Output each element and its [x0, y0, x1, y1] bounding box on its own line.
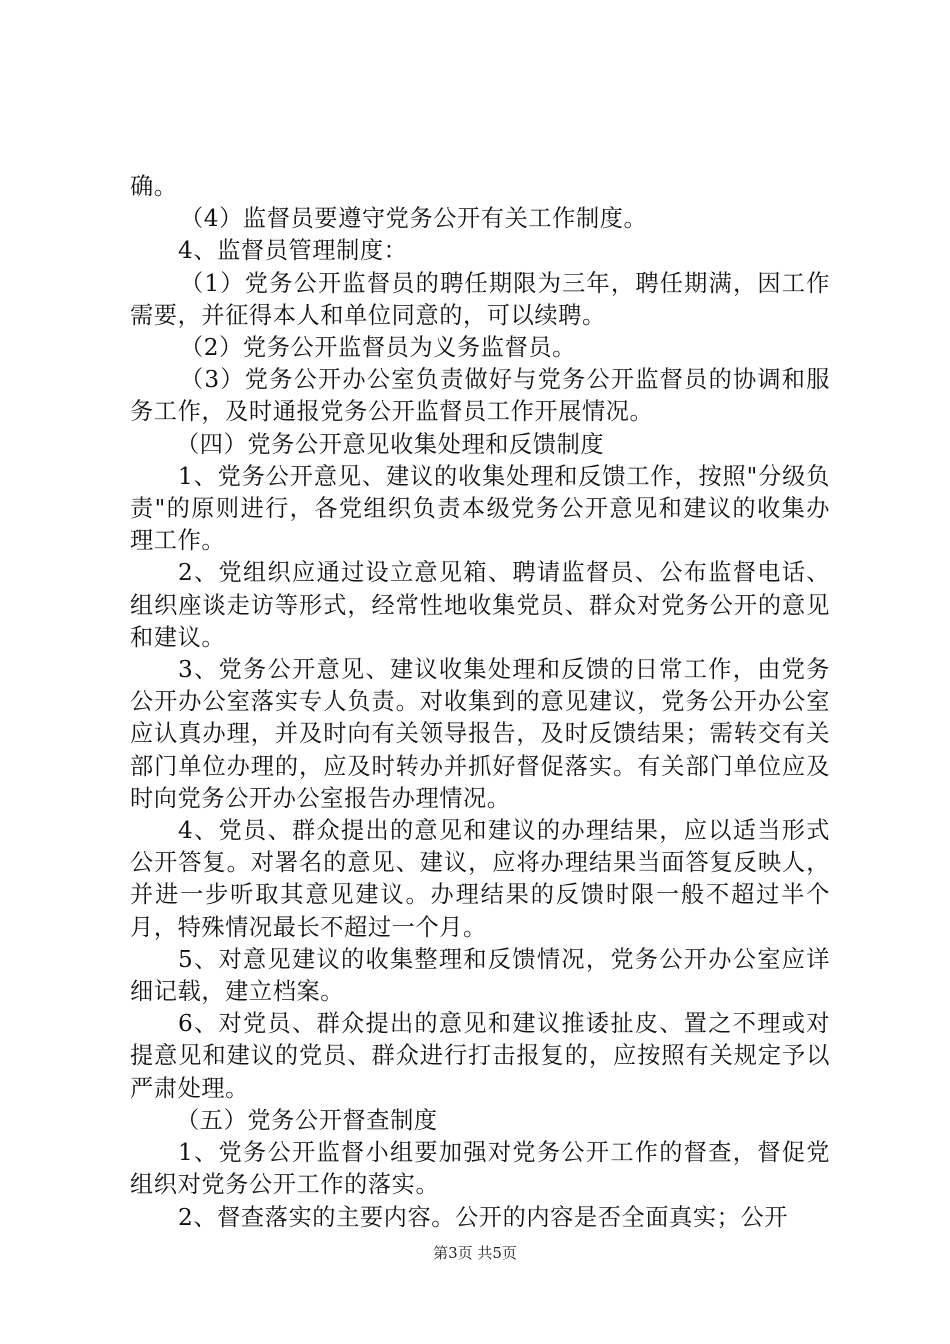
paragraph: （四）党务公开意见收集处理和反馈制度 — [176, 430, 605, 458]
document-body — [130, 171, 830, 1234]
paragraph: 2、督查落实的主要内容。公开的内容是否全面真实；公开 — [178, 1203, 789, 1231]
paragraph: 4、监督员管理制度： — [178, 237, 408, 265]
paragraph: 确。 — [130, 173, 178, 200]
paragraph: 3、党务公开意见、建议收集处理和反馈的日常工作，由党务公开办公室落实专人负责。对收集到的意见建议，党务公开办公室应认真办理，并及时向有关领导报告，及时反馈结果；需转交有关部门单位办理的，应及时转办并抓好督促落实。有关部门单位应及时向党务公开办公室报告办理情况。 — [130, 656, 830, 812]
paragraph: （1）党务公开监督员的聘任期限为三年，聘任期满，因工作需要，并征得本人和单位同意的，可以续聘。 — [130, 269, 830, 329]
paragraph: （3）党务公开办公室负责做好与党务公开监督员的协调和服务工作，及时通报党务公开监督员工作开展情况。 — [130, 366, 830, 426]
paragraph: 1、党务公开意见、建议的收集处理和反馈工作，按照"分级负责"的原则进行，各党组织负责本级党务公开意见和建议的收集办理工作。 — [130, 462, 830, 555]
paragraph: （4）监督员要遵守党务公开有关工作制度。 — [180, 205, 648, 233]
paragraph: （五）党务公开督查制度 — [176, 1106, 438, 1134]
paragraph: 5、对意见建议的收集整理和反馈情况，党务公开办公室应详细记载，建立档案。 — [130, 945, 830, 1006]
paragraph: 6、对党员、群众提出的意见和建议推诿扯皮、置之不理或对提意见和建议的党员、群众进行打击报复的，应按照有关规定予以严肃处理。 — [130, 1010, 830, 1102]
paragraph: （2）党务公开监督员为义务监督员。 — [180, 334, 576, 362]
paragraph: 2、党组织应通过设立意见箱、聘请监督员、公布监督电话、组织座谈走访等形式，经常性地收集党员、群众对党务公开的意见和建议。 — [130, 559, 830, 651]
paragraph: 4、党员、群众提出的意见和建议的办理结果，应以适当形式公开答复。对署名的意见、建议，应将办理结果当面答复反映人，并进一步听取其意见建议。办理结果的反馈时限一般不超过半个月，特殊情况最长不超过一个月。 — [130, 817, 830, 941]
paragraph: 1、党务公开监督小组要加强对党务公开工作的督查，督促党组织对党务公开工作的落实。 — [130, 1139, 830, 1199]
page-footer: 第3页 共5页 — [433, 1244, 517, 1262]
